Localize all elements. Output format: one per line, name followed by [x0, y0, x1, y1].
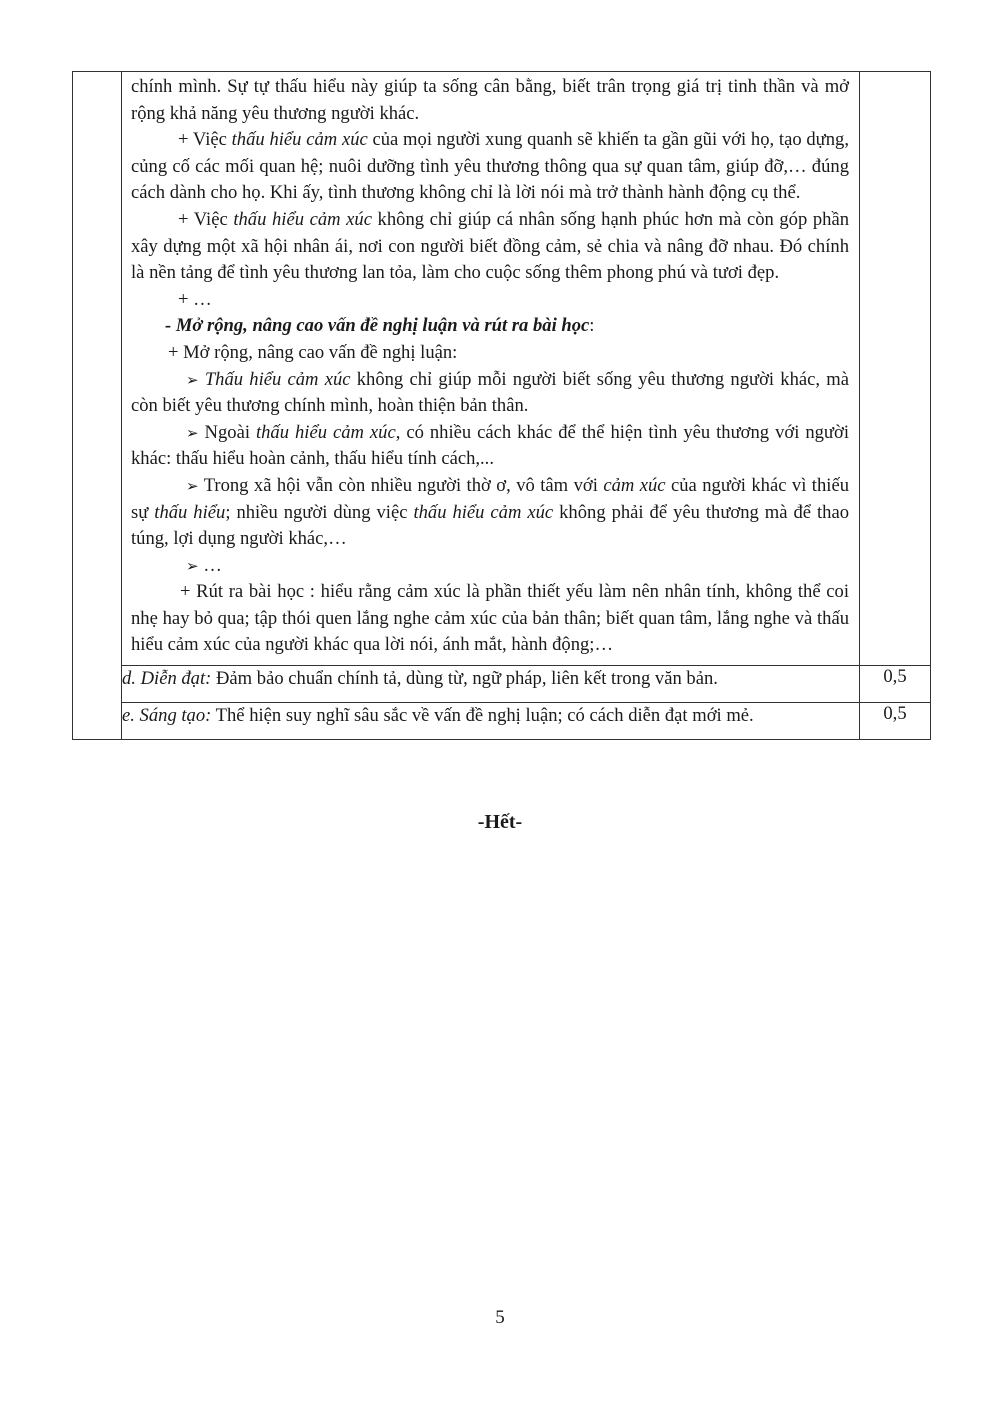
arrow-bullet-icon: ➢ — [186, 556, 199, 575]
question-cell — [73, 72, 122, 740]
scoring-table — [72, 71, 931, 740]
criterion-e: e. Sáng tạo: Thể hiện suy nghĩ sâu sắc về vấn đề nghị luận; có cách diễn đạt mới mẻ. — [122, 703, 860, 740]
paragraph-1: chính mình. Sự tự thấu hiểu này giúp ta sống cân bằng, biết trân trọng giá trị tinh thần và mở rộng khả năng yêu thương người khác. — [131, 76, 849, 124]
paragraph-2: + Việc thấu hiểu cảm xúc của mọi người xung quanh sẽ khiến ta gần gũi với họ, tạo dựng, củng cố các mối quan hệ; nuôi dưỡng tình yêu thương thông qua sự quan tâm, giúp đỡ,… đúng cách dành cho họ. Khi ấy, tình thương không chỉ là lời nói mà trở thành hành động cụ thể. — [131, 129, 849, 204]
score-d: 0,5 — [860, 666, 931, 703]
paragraph-3: + Việc thấu hiểu cảm xúc không chỉ giúp cá nhân sống hạnh phúc hơn mà còn góp phần xây dựng một xã hội nhân ái, nơi con người biết đồng cảm, sẻ chia và nâng đỡ nhau. Đó chính là nền tảng để tình yêu thương lan tỏa, làm cho cuộc sống thêm phong phú và tươi đẹp. — [131, 208, 850, 284]
score-cell-empty — [860, 72, 931, 666]
score-e: 0,5 — [860, 703, 931, 740]
page-number: 5 — [495, 1307, 505, 1328]
end-marker: -Hết- — [477, 811, 523, 833]
paragraph-lesson: + Rút ra bài học : hiểu rằng cảm xúc là phần thiết yếu làm nên nhân tính, không thể coi nhẹ hay bỏ qua; tập thói quen lắng nghe cảm xúc của bản thân; biết quan tâm, lắng nghe và thấu hiểu cảm xúc của người khác qua lời nói, ánh mắt, hành động;… — [131, 581, 849, 656]
paragraph-6: + Mở rộng, nâng cao vấn đề nghị luận: — [168, 341, 458, 363]
arrow-bullet-icon: ➢ — [186, 370, 199, 389]
arrow-bullet-icon: ➢ — [186, 476, 199, 495]
content-cell — [122, 72, 860, 666]
paragraph-4: + … — [178, 288, 212, 310]
bullet-4: ➢ … — [186, 554, 222, 576]
criterion-d: d. Diễn đạt: Đảm bảo chuẩn chính tả, dùng từ, ngữ pháp, liên kết trong văn bản. — [122, 666, 860, 703]
row-dien-dat — [73, 666, 931, 703]
content-row — [73, 72, 931, 666]
bullet-2: ➢ Ngoài thấu hiểu cảm xúc, có nhiều cách khác để thể hiện tình yêu thương với người khác: thấu hiểu hoàn cảnh, thấu hiểu tính cách,... — [131, 421, 849, 470]
bullet-3: ➢ Trong xã hội vẫn còn nhiều người thờ ơ, vô tâm với cảm xúc của người khác vì thiếu sự thấu hiểu; nhiều người dùng việc thấu hiểu cảm xúc không phải để yêu thương mà để thao túng, lợi dụng người khác,… — [131, 474, 850, 550]
arrow-bullet-icon: ➢ — [186, 423, 199, 442]
section-heading: - Mở rộng, nâng cao vấn đề nghị luận và rút ra bài học: — [165, 315, 595, 337]
bullet-1: ➢ Thấu hiểu cảm xúc không chỉ giúp mỗi người biết sống yêu thương người khác, mà còn biết yêu thương chính mình, hoàn thiện bản thân. — [131, 368, 849, 417]
row-sang-tao — [73, 703, 931, 740]
